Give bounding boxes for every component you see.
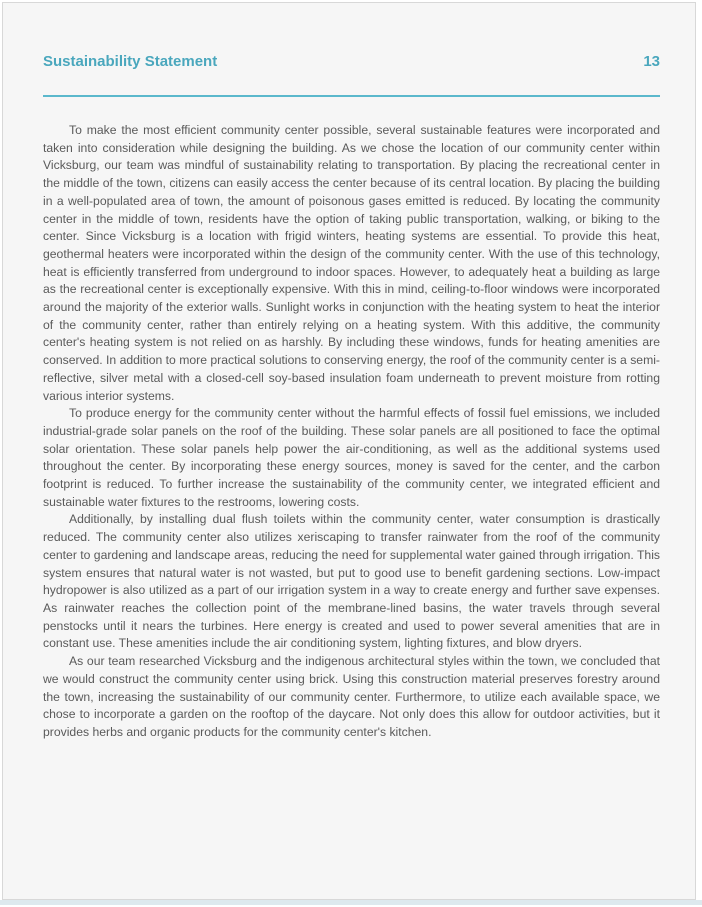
page-number: 13 — [643, 53, 660, 70]
paragraph: To produce energy for the community center without the harmful effects of fossil fuel emissions, we included industrial-grade solar panels on the roof of the building. These solar panels are all positioned to face the optimal solar orientation. These solar panels help power the air-conditioning, as well as the additional systems used throughout the center. By incorporating these energy sources, money is saved for the center, and the carbon footprint is reduced. To further increase the sustainability of the community center, we integrated efficient and sustainable water fixtures to the restrooms, lowering costs. — [43, 405, 660, 511]
paragraph: As our team researched Vicksburg and the indigenous architectural styles within the town, we concluded that we would construct the community center using brick. Using this construction material preserves forestry around the town, increasing the sustainability of our community center. Furthermore, to utilize each available space, we chose to incorporate a garden on the rooftop of the daycare. Not only does this allow for outdoor activities, but it provides herbs and organic products for the community center's kitchen. — [43, 653, 660, 742]
body-text — [43, 122, 660, 742]
section-title: Sustainability Statement — [43, 53, 217, 70]
paragraph: Additionally, by installing dual flush toilets within the community center, water consumption is drastically reduced. The community center also utilizes xeriscaping to transfer rainwater from the roof of the community center to gardening and landscape areas, reducing the need for supplemental water gained through irrigation. This system ensures that natural water is not wasted, but put to good use to benefit gardening sections. Low-impact hydropower is also utilized as a part of our irrigation system in a way to create energy and further save expenses. As rainwater reaches the collection point of the membrane-lined basins, the water travels through several penstocks until it nears the turbines. Here energy is created and used to power several amenities that are in constant use. These amenities include the air conditioning system, lighting fixtures, and blow dryers. — [43, 511, 660, 653]
viewer-bottom-edge — [0, 900, 702, 905]
paragraph: To make the most efficient community center possible, several sustainable features were incorporated and taken into consideration while designing the building. As we chose the location of our community center within Vicksburg, our team was mindful of sustainability relating to transportation. By placing the recreational center in the middle of the town, citizens can easily access the center because of its central location. By placing the building in a well-populated area of town, the amount of poisonous gases emitted is reduced. By locating the community center in the middle of town, residents have the option of taking public transportation, walking, or biking to the center. Since Vicksburg is a location with frigid winters, heating systems are essential. To provide this heat, geothermal heaters were incorporated within the design of the community center. With the use of this technology, heat is efficiently transferred from underground to indoor spaces. However, to adequately heat a building as large as the recreational center is exceptionally expensive. With this in mind, ceiling-to-floor windows were incorporated around the majority of the exterior walls. Sunlight works in conjunction with the heating system to heat the interior of the community center, rather than entirely relying on a heating system. With this additive, the community center's heating system is not relied on as harshly. By including these windows, funds for heating amenities are conserved. In addition to more practical solutions to conserving energy, the roof of the community center is a semi-reflective, silver metal with a closed-cell soy-based insulation foam underneath to prevent moisture from rotting various interior systems. — [43, 122, 660, 405]
document-page — [2, 2, 696, 900]
header-divider — [43, 95, 660, 97]
page-header — [43, 53, 660, 70]
